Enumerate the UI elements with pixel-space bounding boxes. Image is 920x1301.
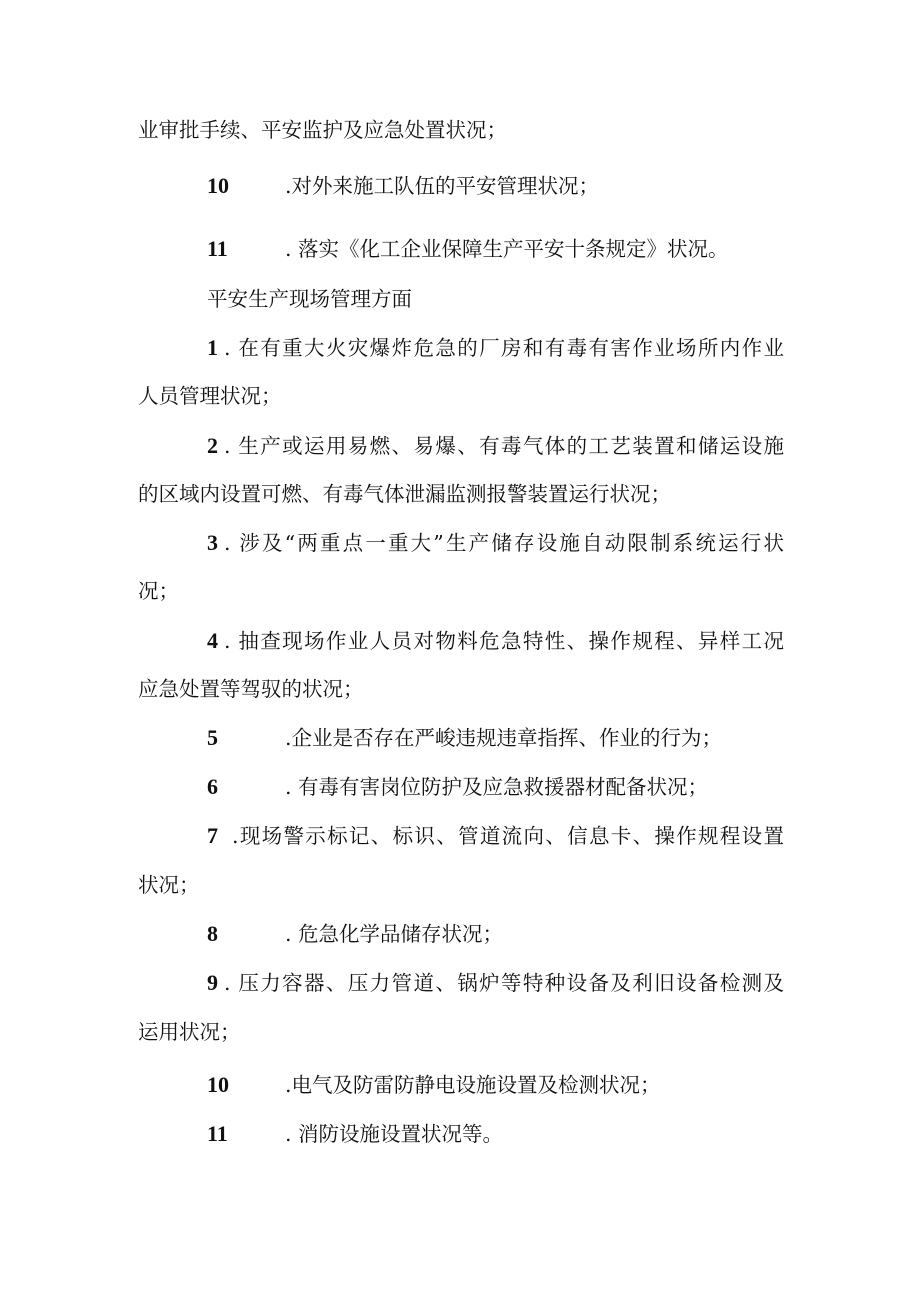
- list-item: [0, 821, 920, 851]
- item-text: . 生产或运用易燃、易爆、有毒气体的工艺装置和储运设施: [224, 434, 784, 458]
- document-line: [0, 1017, 920, 1047]
- item-text: . 压力容器、压力管道、锅炉等特种设备及利旧设备检测及: [224, 971, 784, 995]
- item-text: .企业是否存在严峻违规违章指挥、作业的行为；: [285, 726, 723, 750]
- continuation-text: 况；: [138, 579, 179, 603]
- list-item: [0, 234, 920, 264]
- continuation-text: 的区域内设置可燃、有毒气体泄漏监测报警装置运行状况；: [138, 482, 671, 506]
- item-number: 4: [207, 628, 218, 653]
- continuation-text: 应急处置等驾驭的状况；: [138, 677, 364, 701]
- item-number: 8: [207, 921, 218, 946]
- item-number: 11: [207, 1121, 228, 1146]
- item-text: .现场警示标记、标识、管道流向、信息卡、操作规程设置: [232, 824, 784, 848]
- list-item: [0, 1070, 920, 1100]
- list-item: [0, 772, 920, 802]
- item-text: . 涉及“两重点一重大”生产储存设施自动限制系统运行状: [224, 531, 784, 555]
- document-line: [0, 870, 920, 900]
- item-number: 10: [207, 1072, 229, 1097]
- list-item: [0, 919, 920, 949]
- document-line: [0, 381, 920, 411]
- list-item: [0, 171, 920, 201]
- item-text: . 在有重大火灾爆炸危急的厂房和有毒有害作业场所内作业: [224, 336, 784, 360]
- section-heading-line: [0, 284, 920, 314]
- item-text: . 落实《化工企业保障生产平安十条规定》状况。: [285, 237, 729, 261]
- item-text: . 有毒有害岗位防护及应急救援器材配备状况；: [285, 775, 709, 799]
- item-number: 6: [207, 774, 218, 799]
- item-number: 2: [207, 433, 218, 458]
- item-text: . 抽查现场作业人员对物料危急特性、操作规程、异样工况: [224, 629, 784, 653]
- section-heading: 平安生产现场管理方面: [207, 287, 412, 311]
- list-item: [0, 626, 920, 656]
- list-item: [0, 528, 920, 558]
- item-number: 10: [207, 173, 229, 198]
- continuation-text: 运用状况；: [138, 1020, 241, 1044]
- item-number: 5: [207, 725, 218, 750]
- item-number: 7: [207, 823, 218, 848]
- continuation-text: 状况；: [138, 873, 200, 897]
- list-item: [0, 333, 920, 363]
- document-line: [0, 576, 920, 606]
- item-number: 9: [207, 970, 218, 995]
- list-item: [0, 431, 920, 461]
- list-item: [0, 723, 920, 753]
- item-text: .对外来施工队伍的平安管理状况；: [285, 174, 600, 198]
- item-number: 11: [207, 236, 228, 261]
- item-text: . 消防设施设置状况等。: [285, 1122, 504, 1146]
- continuation-text: 业审批手续、平安监护及应急处置状况；: [138, 118, 507, 142]
- document-line: [0, 115, 920, 145]
- list-item: [0, 1119, 920, 1149]
- item-number: 3: [207, 530, 218, 555]
- list-item: [0, 968, 920, 998]
- continuation-text: 人员管理状况；: [138, 384, 282, 408]
- item-text: .电气及防雷防静电设施设置及检测状况；: [285, 1073, 661, 1097]
- document-line: [0, 674, 920, 704]
- document-line: [0, 479, 920, 509]
- item-number: 1: [207, 335, 218, 360]
- item-text: . 危急化学品储存状况；: [285, 922, 504, 946]
